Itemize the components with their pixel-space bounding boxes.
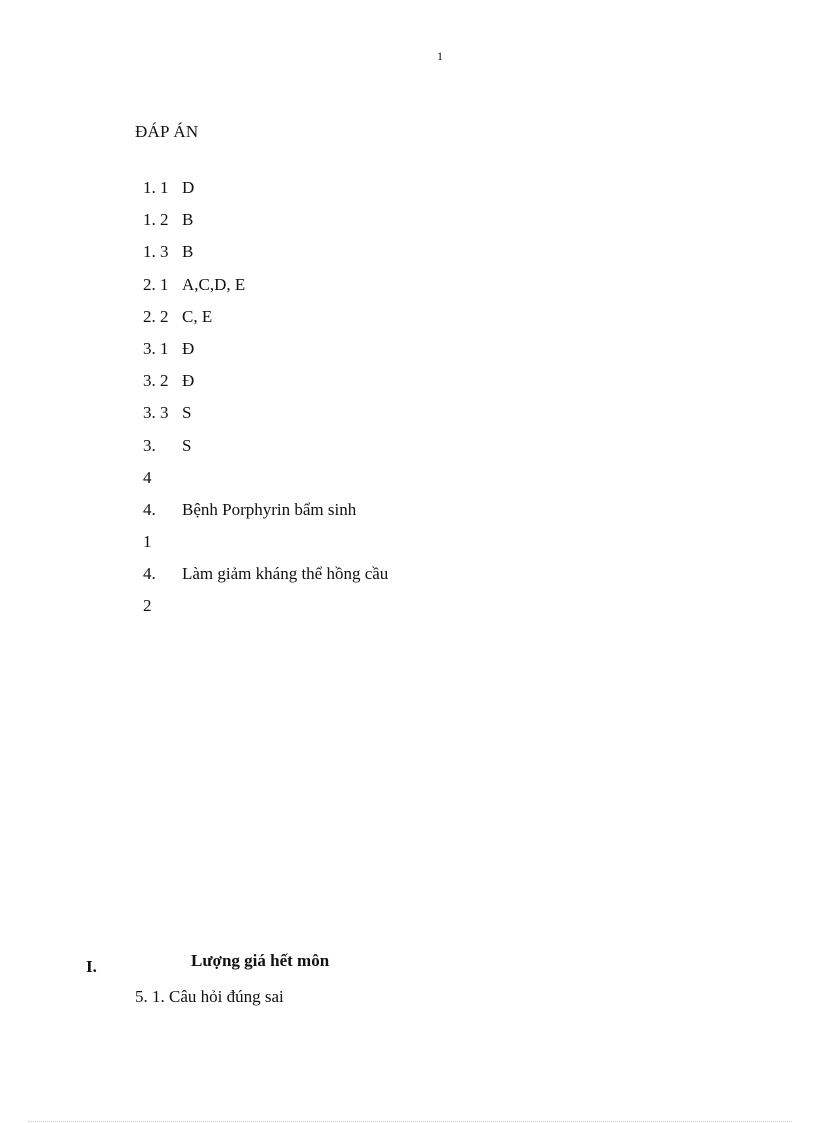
question-number: 2 (143, 596, 152, 616)
question-number: 3. (143, 435, 156, 455)
answer-value: S (182, 435, 192, 455)
answer-value: A,C,D, E (182, 274, 246, 294)
section-title: Lượng giá hết môn (191, 951, 330, 970)
answer-heading: ĐÁP ÁN (135, 122, 199, 141)
answer-value: B (182, 210, 194, 230)
question-number: 1. 3 (143, 242, 169, 262)
answer-value: Làm giảm kháng thể hồng cầu (182, 564, 389, 584)
question-number: 3. 3 (143, 403, 169, 423)
page-number: 1 (437, 49, 443, 63)
subsection-heading: 5. 1. Câu hỏi đúng sai (135, 987, 284, 1006)
question-number: 1 (143, 532, 152, 552)
answer-value: C, E (182, 306, 213, 326)
question-number: 2. 2 (143, 306, 169, 326)
question-number: 4. (143, 564, 156, 584)
answer-value: Bệnh Porphyrin bẩm sinh (182, 499, 357, 519)
question-number: 2. 1 (143, 274, 169, 294)
answer-value: B (182, 242, 194, 262)
question-number: 4. (143, 499, 156, 519)
question-number: 1. 2 (143, 210, 169, 230)
question-number: 3. 2 (143, 371, 169, 391)
answer-value: Đ (182, 371, 195, 391)
question-number: 4 (143, 467, 152, 487)
answer-value: S (182, 403, 192, 423)
page-bottom-divider (28, 1121, 792, 1122)
answer-value: D (182, 178, 195, 197)
section-numeral: I. (86, 957, 97, 976)
question-number: 1. 1 (143, 178, 169, 197)
question-number: 3. 1 (143, 338, 169, 358)
answer-value: Đ (182, 338, 195, 358)
